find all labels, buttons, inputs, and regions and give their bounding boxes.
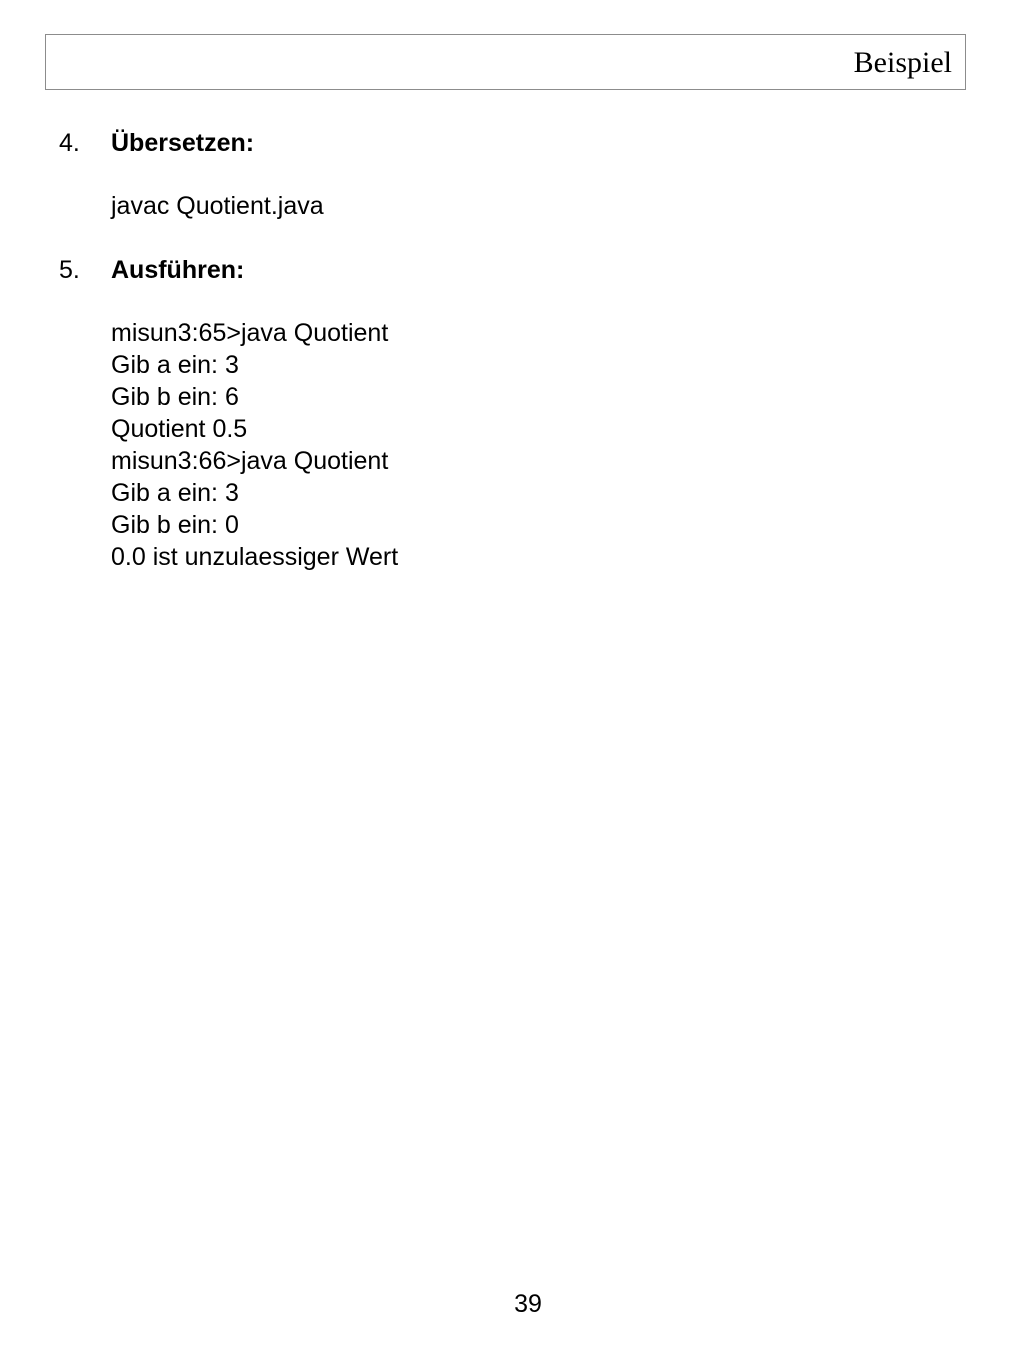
output-line: Quotient 0.5 xyxy=(111,415,248,443)
run-output-block xyxy=(111,317,398,573)
section-number: 5. xyxy=(59,256,80,284)
section-title: Übersetzen: xyxy=(111,129,255,157)
output-line: 0.0 ist unzulaessiger Wert xyxy=(111,543,399,571)
command-line: javac Quotient.java xyxy=(111,192,324,220)
output-line: Gib a ein: 3 xyxy=(111,351,239,379)
page-number: 39 xyxy=(514,1290,542,1318)
section-title: Ausführen: xyxy=(111,256,245,284)
header-box xyxy=(45,34,966,90)
output-line: Gib a ein: 3 xyxy=(111,479,239,507)
output-line: misun3:66>java Quotient xyxy=(111,447,389,475)
output-line: Gib b ein: 6 xyxy=(111,383,239,411)
output-line: misun3:65>java Quotient xyxy=(111,319,389,347)
compile-command-block xyxy=(111,190,324,222)
output-line: Gib b ein: 0 xyxy=(111,511,239,539)
section-number: 4. xyxy=(59,129,80,157)
header-title: Beispiel xyxy=(853,46,952,79)
